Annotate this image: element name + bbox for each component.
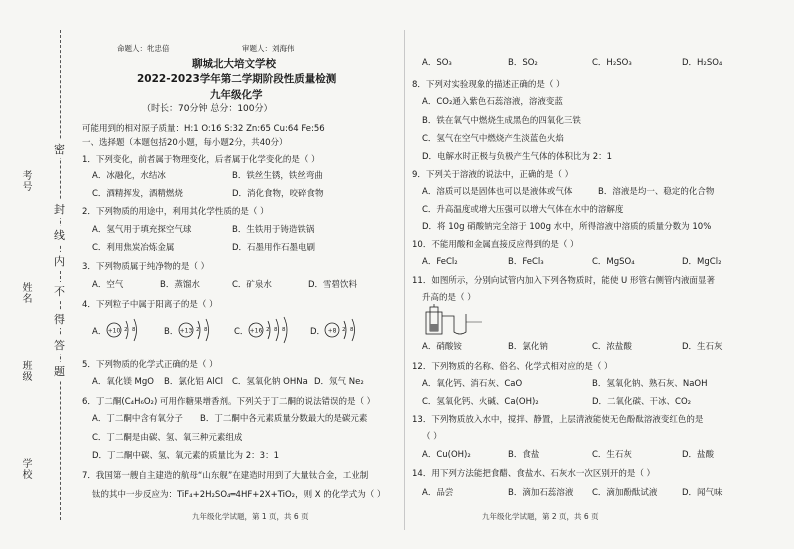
option: B．氯化铝 AlCl [164, 377, 224, 387]
question-9: 9．下列关于溶液的说法中，正确的是（ ） [412, 170, 574, 180]
seal-char: 不 [54, 282, 65, 300]
option: A．Cu(OH)₂ [422, 450, 471, 460]
option: D．MgCl₂ [682, 257, 722, 267]
school-label: 学校 [20, 458, 31, 480]
option: A． [92, 327, 107, 337]
atom-diagram-d [322, 316, 372, 344]
question-1: 1．下列变化，前者属于物理变化，后者属于化学变化的是（ ） [82, 155, 320, 165]
option: B．滴加石蕊溶液 [508, 488, 574, 498]
atom-nucleus: +13 [179, 327, 193, 335]
atom-shell: 2 [124, 327, 128, 333]
option: A．溶质可以是固体也可以是液体或气体 [422, 187, 573, 197]
class-label: 班级 [20, 360, 31, 382]
option: B．蒸馏水 [160, 280, 200, 290]
option: C．氢氧化钙、火碱、Ca(OH)₂ [422, 397, 539, 407]
setter-info: 命题人：牝忠倍 [117, 44, 170, 53]
option: A．氧化镁 MgO [92, 377, 154, 387]
question-11: 11．如图所示，分别向试管内加入下列各物质时，能使 U 形管右侧管内液面显著 [412, 276, 715, 286]
option: D．盐酸 [682, 450, 715, 460]
question-2: 2．下列物质的用途中，利用其化学性质的是（ ） [82, 207, 269, 217]
atom-shell: 2 [342, 327, 346, 333]
question-14: 14．用下列方法能把食醋、食盐水、石灰水一次区别开的是（ ） [412, 469, 656, 479]
option: B． [164, 327, 179, 337]
binding-strip [0, 0, 78, 549]
option: D．生石灰 [682, 342, 723, 352]
option: C．升高温度或增大压强可以增大气体在水中的溶解度 [422, 205, 624, 215]
question-13: 13．下列物质放入水中，搅拌、静置，上层清液能使无色酚酞溶液变红色的是 [412, 415, 704, 425]
option: A．硝酸铵 [422, 342, 462, 352]
question-8: 8．下列对实验现象的描述正确的是（ ） [412, 80, 565, 90]
option: D．氖气 Ne₂ [314, 377, 364, 387]
column-divider [404, 30, 405, 530]
question-7: 7．我国第一艘自主建造的航母“山东舰”在建造时用到了大量钛合金，工业制 [82, 471, 369, 481]
option: B．溶液是均一、稳定的化合物 [598, 187, 715, 197]
option: B．氢氧化钠、熟石灰、NaOH [592, 379, 708, 389]
atom-shell: 8 [204, 327, 208, 333]
question-13-cont: （ ） [422, 432, 442, 442]
question-10: 10．不能用酸和金属直接反应得到的是（ ） [412, 240, 579, 250]
option: A．FeCl₂ [422, 257, 458, 267]
question-3: 3．下列物质属于纯净物的是（ ） [82, 262, 210, 272]
seal-char: 封 [54, 200, 65, 218]
option: C．生石灰 [592, 450, 632, 460]
option: B．生铁用于铸造铁锅 [232, 225, 315, 235]
seal-char: 题 [54, 362, 65, 380]
option: C．利用焦炭冶炼金属 [92, 243, 175, 253]
question-6: 6．丁二酮(C₄H₆O₂) 可用作糖果增香剂。下列关于丁二酮的说法错误的是（ ） [82, 397, 376, 407]
atom-shell: 2 [196, 327, 200, 333]
option: D．石墨用作石墨电刷 [232, 243, 316, 253]
atom-nucleus: +8 [327, 327, 337, 335]
seal-char: 内 [54, 252, 65, 270]
option: A．品尝 [422, 488, 454, 498]
page-footer-left: 九年级化学试题，第 1 页，共 6 页 [192, 512, 309, 521]
option: D．消化食物，咬碎食物 [232, 189, 324, 199]
option: B．氯化钠 [508, 342, 548, 352]
atom-shell: 8 [350, 327, 354, 333]
school-title: 聊城北大培文学校 [192, 58, 276, 70]
atom-shell: 8 [274, 327, 278, 333]
seal-char: 线 [54, 226, 65, 244]
atom-diagram-b [176, 316, 226, 344]
option: D．电解水时正极与负极产生气体的体积比为 2：1 [422, 152, 613, 162]
option: B．食盐 [508, 450, 540, 460]
option: A．SO₃ [422, 58, 452, 68]
option: C． [234, 327, 249, 337]
option: C．氢气在空气中燃烧产生淡蓝色火焰 [422, 134, 564, 144]
page-footer-right: 九年级化学试题，第 2 页，共 6 页 [482, 512, 599, 521]
option: C．酒精挥发，酒精燃烧 [92, 189, 183, 199]
name-label: 姓名 [20, 282, 31, 304]
option: D．丁二酮中碳、氢、氧元素的质量比为 2：3：1 [92, 451, 279, 461]
section-heading: 一、选择题（本题包括20小题，每小题2分，共40分） [82, 138, 288, 148]
atom-shell: 8 [132, 327, 136, 333]
seal-char: 得 [54, 310, 65, 328]
option: D．闻气味 [682, 488, 723, 498]
seal-char: 密 [54, 140, 65, 158]
atomic-mass-info: 可能用到的相对原子质量：H:1 O:16 S:32 Zn:65 Cu:64 Fe:56 [82, 124, 325, 134]
question-11-cont: 升高的是（ ） [422, 293, 476, 303]
option: A．丁二酮中含有氧分子 [92, 414, 183, 424]
option: D．H₂SO₄ [682, 58, 723, 68]
option: A．氧化钙、消石灰、CaO [422, 379, 523, 389]
option: B．丁二酮中各元素质量分数最大的是碳元素 [200, 414, 368, 424]
question-12: 12．下列物质的名称、俗名、化学式相对应的是（ ） [412, 362, 613, 372]
atom-diagram-a [104, 316, 154, 344]
option: C．MgSO₄ [592, 257, 635, 267]
option: D．二氧化碳、干冰、CO₂ [592, 397, 692, 407]
option: B．SO₂ [508, 58, 538, 68]
option: C．氢氧化钠 OHNa [232, 377, 308, 387]
option: C．浓盐酸 [592, 342, 632, 352]
option: C．H₂SO₃ [592, 58, 632, 68]
option: A．空气 [92, 280, 124, 290]
reviewer-info: 审题人：刘海伟 [242, 44, 295, 53]
option: C．矿泉水 [232, 280, 272, 290]
u-tube-apparatus-figure [424, 304, 504, 336]
question-5: 5．下列物质的化学式正确的是（ ） [82, 360, 218, 370]
option: D．将 10g 硝酸钠完全溶于 100g 水中，所得溶液中溶质的质量分数为 10% [422, 222, 712, 232]
question-4: 4．下列粒子中属于阳离子的是（ ） [82, 300, 218, 310]
option: B．铁在氧气中燃烧生成黑色的四氧化三铁 [422, 116, 581, 126]
option: B．FeCl₃ [508, 257, 544, 267]
atom-shell: 8 [282, 327, 286, 333]
exam-number-label: 考号 [20, 170, 31, 192]
option: C．丁二酮是由碳、氢、氧三种元素组成 [92, 433, 243, 443]
atom-nucleus: +16 [249, 327, 263, 335]
option: A．CO₂通入紫色石蕊溶液，溶液变蓝 [422, 97, 563, 107]
option: D． [310, 327, 326, 337]
atom-shell: 2 [266, 327, 270, 333]
option: A．冰融化，水结冰 [92, 171, 166, 181]
option: A．氢气用于填充探空气球 [92, 225, 192, 235]
seal-char: 答 [54, 336, 65, 354]
atom-diagram-c [246, 316, 306, 344]
exam-title: 2022-2023学年第二学期阶段性质量检测 [137, 73, 337, 85]
seal-line [60, 30, 61, 520]
time-score: （时长：70分钟 总分：100分） [142, 104, 273, 114]
option: B．铁丝生锈，铁丝弯曲 [232, 171, 323, 181]
atom-nucleus: +10 [107, 327, 121, 335]
question-7-cont: 钛的其中一步反应为：TiF₄+2H₂SO₄═4HF+2X+TiO₂，则 X 的化学式为（ ） [92, 490, 386, 500]
subject-title: 九年级化学 [210, 89, 263, 101]
option: C．滴加酚酞试液 [592, 488, 658, 498]
option: D．雪碧饮料 [308, 280, 358, 290]
